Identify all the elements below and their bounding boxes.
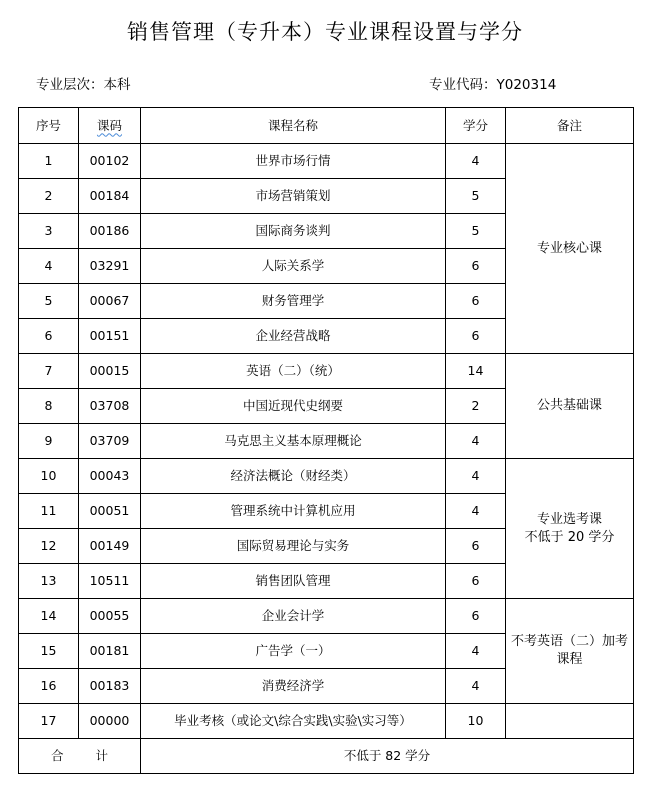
cell-seq: 6 xyxy=(19,319,79,354)
cell-name: 马克思主义基本原理概论 xyxy=(141,424,446,459)
cell-name: 销售团队管理 xyxy=(141,564,446,599)
cell-code: 00000 xyxy=(79,704,141,739)
cell-seq: 11 xyxy=(19,494,79,529)
cell-seq: 13 xyxy=(19,564,79,599)
cell-name: 国际商务谈判 xyxy=(141,214,446,249)
header-credits: 学分 xyxy=(446,108,506,144)
cell-name: 经济法概论（财经类） xyxy=(141,459,446,494)
total-label-part2: 计 xyxy=(95,748,109,763)
cell-name: 毕业考核（或论文\综合实践\实验\实习等） xyxy=(141,704,446,739)
cell-seq: 12 xyxy=(19,529,79,564)
cell-credits: 6 xyxy=(446,599,506,634)
cell-name: 世界市场行情 xyxy=(141,144,446,179)
cell-credits: 4 xyxy=(446,494,506,529)
cell-credits: 6 xyxy=(446,319,506,354)
cell-name: 英语（二）（统） xyxy=(141,354,446,389)
header-name: 课程名称 xyxy=(141,108,446,144)
cell-name: 人际关系学 xyxy=(141,249,446,284)
table-row xyxy=(19,599,634,634)
cell-code: 00043 xyxy=(79,459,141,494)
cell-code: 00067 xyxy=(79,284,141,319)
cell-name: 管理系统中计算机应用 xyxy=(141,494,446,529)
cell-seq: 1 xyxy=(19,144,79,179)
cell-code: 00055 xyxy=(79,599,141,634)
cell-seq: 9 xyxy=(19,424,79,459)
header-code-text: 课码 xyxy=(96,117,122,133)
cell-credits: 14 xyxy=(446,354,506,389)
header-note: 备注 xyxy=(506,108,634,144)
cell-code: 00051 xyxy=(79,494,141,529)
cell-seq: 14 xyxy=(19,599,79,634)
cell-seq: 15 xyxy=(19,634,79,669)
header-seq: 序号 xyxy=(19,108,79,144)
total-value: 不低于 82 学分 xyxy=(141,739,634,774)
group-elective-line1: 专业选考课 xyxy=(536,511,602,527)
cell-code: 10511 xyxy=(79,564,141,599)
cell-seq: 16 xyxy=(19,669,79,704)
cell-code: 00181 xyxy=(79,634,141,669)
cell-code: 03708 xyxy=(79,389,141,424)
cell-credits: 5 xyxy=(446,179,506,214)
cell-credits: 6 xyxy=(446,564,506,599)
table-row xyxy=(19,354,634,389)
cell-code: 03709 xyxy=(79,424,141,459)
cell-code: 00186 xyxy=(79,214,141,249)
cell-code: 00015 xyxy=(79,354,141,389)
cell-credits: 4 xyxy=(446,424,506,459)
cell-name: 市场营销策划 xyxy=(141,179,446,214)
total-label-part1: 合 xyxy=(50,748,64,763)
group-public-note: 公共基础课 xyxy=(506,354,634,459)
cell-code: 00149 xyxy=(79,529,141,564)
major-level: 专业层次：本科 xyxy=(36,77,131,93)
table-row xyxy=(19,144,634,179)
cell-seq: 8 xyxy=(19,389,79,424)
cell-credits: 6 xyxy=(446,249,506,284)
cell-code: 00184 xyxy=(79,179,141,214)
cell-credits: 5 xyxy=(446,214,506,249)
cell-name: 企业会计学 xyxy=(141,599,446,634)
cell-credits: 6 xyxy=(446,284,506,319)
cell-code: 03291 xyxy=(79,249,141,284)
cell-name: 中国近现代史纲要 xyxy=(141,389,446,424)
table-header-row xyxy=(19,108,634,144)
cell-credits: 2 xyxy=(446,389,506,424)
cell-credits: 4 xyxy=(446,634,506,669)
group-elective-note xyxy=(506,459,634,599)
table-row xyxy=(19,704,634,739)
major-code: 专业代码：Y020314 xyxy=(429,77,557,93)
cell-seq: 2 xyxy=(19,179,79,214)
cell-seq: 17 xyxy=(19,704,79,739)
group-core-note: 专业核心课 xyxy=(506,144,634,354)
cell-credits: 10 xyxy=(446,704,506,739)
cell-name: 消费经济学 xyxy=(141,669,446,704)
cell-name: 财务管理学 xyxy=(141,284,446,319)
cell-note-empty xyxy=(506,704,634,739)
cell-code: 00151 xyxy=(79,319,141,354)
page-title: 销售管理（专升本）专业课程设置与学分 xyxy=(127,20,523,44)
cell-credits: 6 xyxy=(446,529,506,564)
cell-credits: 4 xyxy=(446,459,506,494)
total-row xyxy=(19,739,634,774)
cell-seq: 5 xyxy=(19,284,79,319)
cell-credits: 4 xyxy=(446,144,506,179)
cell-seq: 4 xyxy=(19,249,79,284)
cell-seq: 10 xyxy=(19,459,79,494)
cell-name: 广告学（一） xyxy=(141,634,446,669)
cell-code: 00183 xyxy=(79,669,141,704)
total-label xyxy=(19,739,141,774)
course-table xyxy=(18,107,634,774)
cell-name: 国际贸易理论与实务 xyxy=(141,529,446,564)
cell-seq: 3 xyxy=(19,214,79,249)
cell-seq: 7 xyxy=(19,354,79,389)
group-elective-line2: 不低于 20 学分 xyxy=(524,529,615,545)
table-row xyxy=(19,459,634,494)
cell-code: 00102 xyxy=(79,144,141,179)
cell-name: 企业经营战略 xyxy=(141,319,446,354)
group-no-english-note: 不考英语（二）加考课程 xyxy=(506,599,634,704)
header-code xyxy=(79,108,141,144)
cell-credits: 4 xyxy=(446,669,506,704)
